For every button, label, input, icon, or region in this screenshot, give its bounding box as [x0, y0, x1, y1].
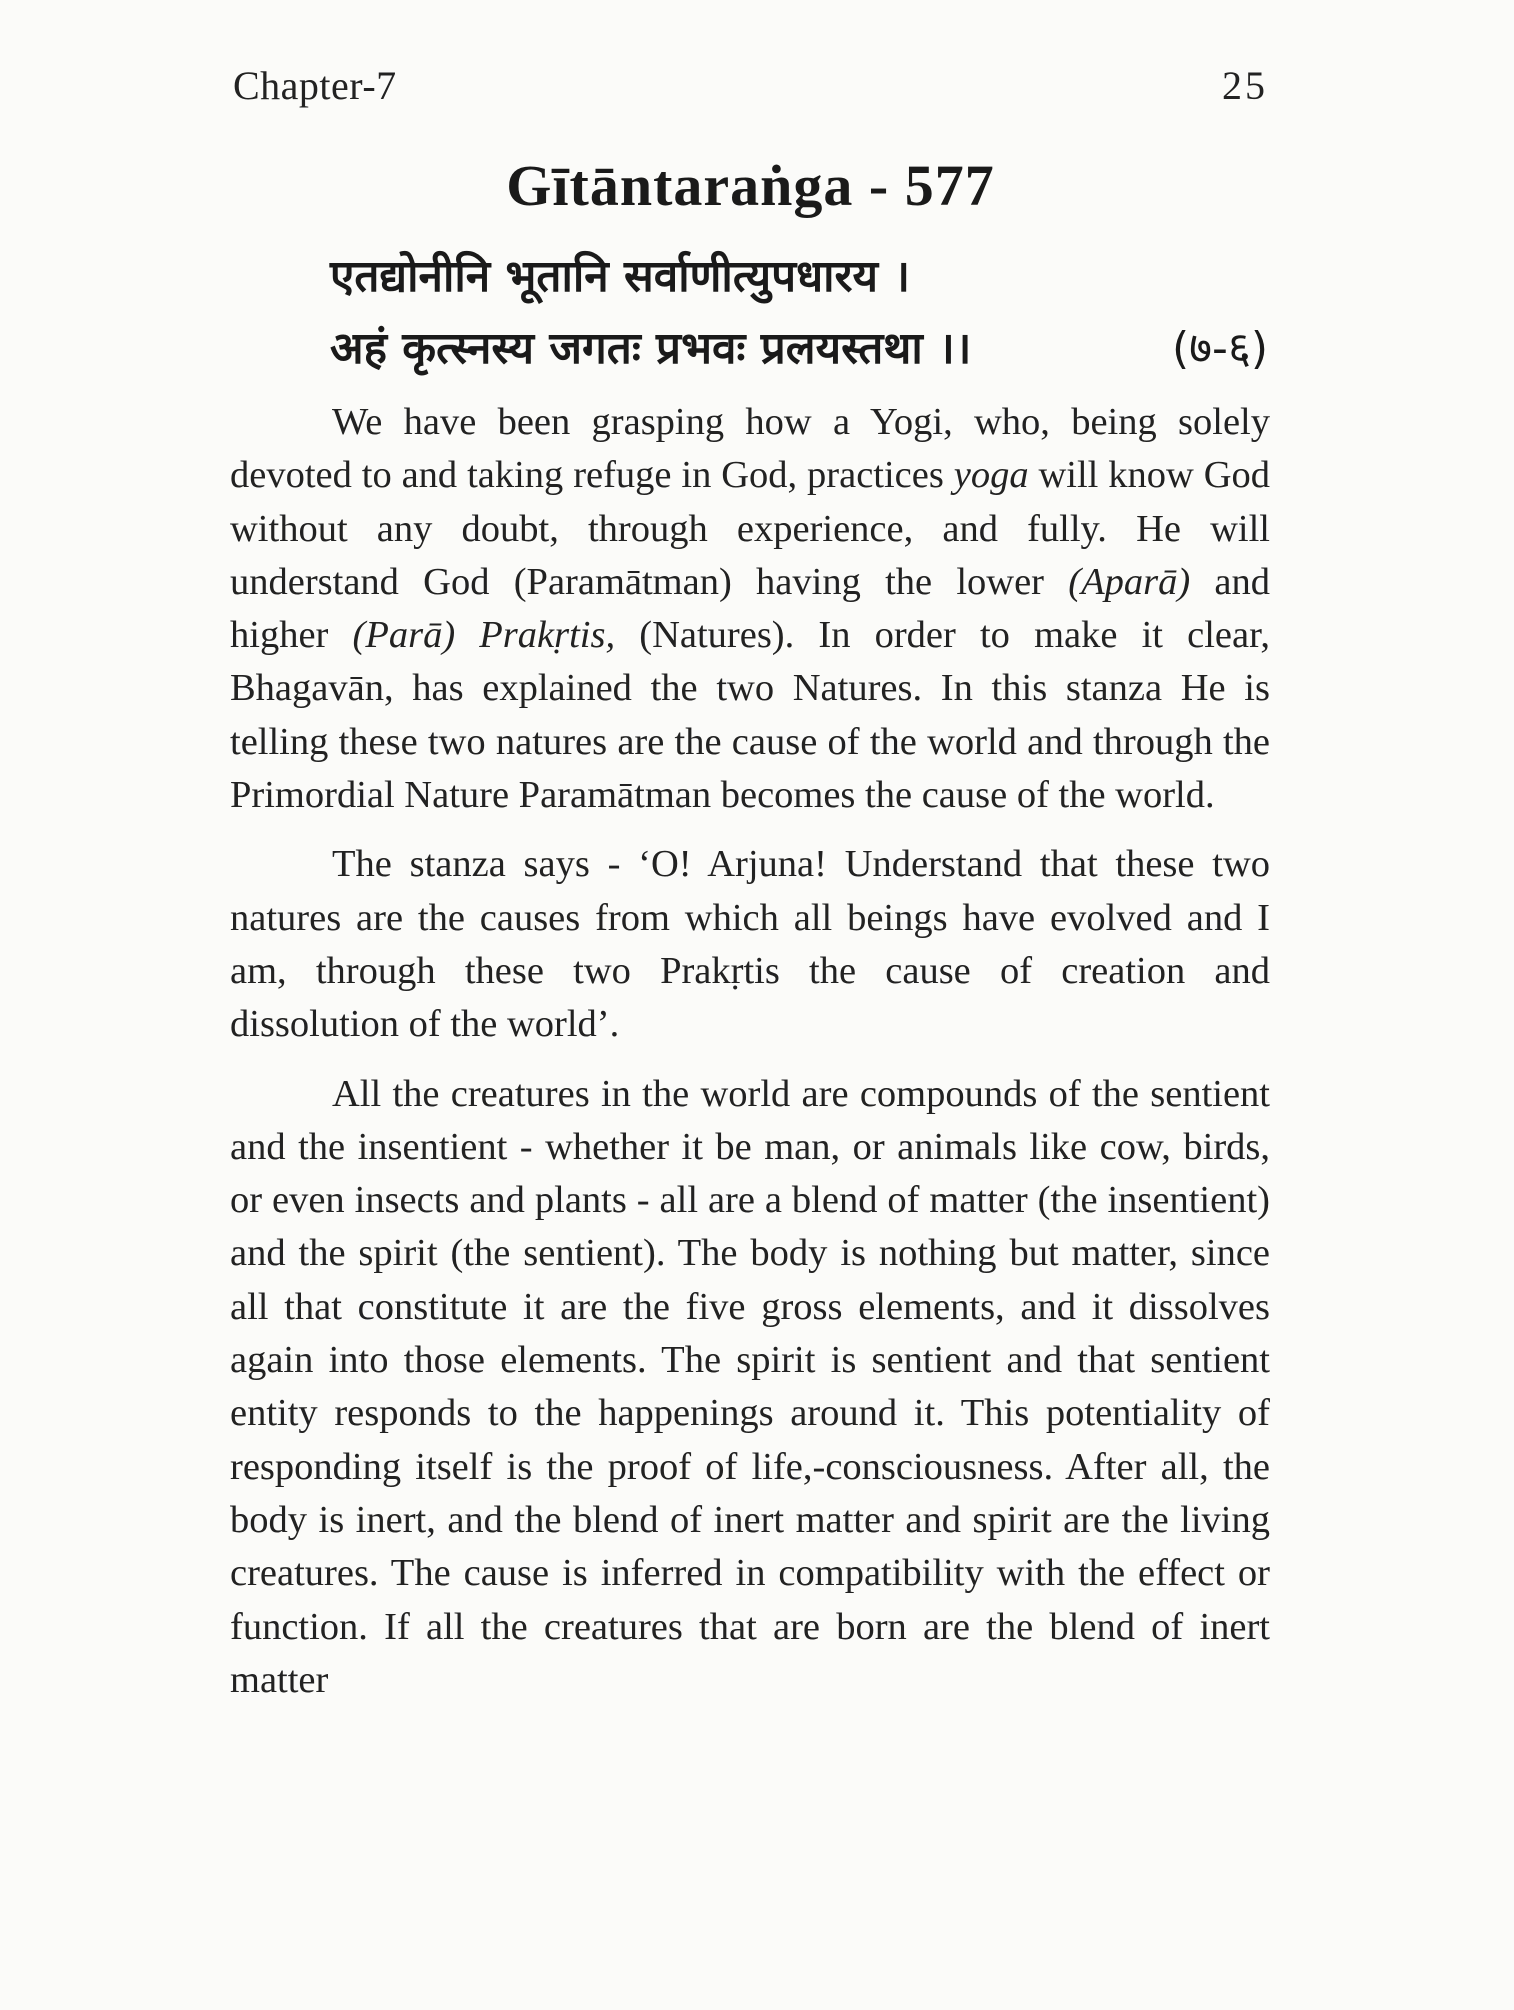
verse-line-1-text: एतद्योनीनि भूतानि सर्वाणीत्युपधारय । [330, 251, 911, 302]
paragraph-1-italic-3: (Parā) Prakṛtis, [352, 614, 616, 657]
sanskrit-verse-line-2 [330, 316, 1268, 376]
body-text [230, 396, 1270, 1707]
page-number: 25 [1222, 63, 1268, 108]
paragraph-2: The stanza says - ‘O! Arjuna! Understand that these two natures are the causes from which all beings have evolved and I am, through these two Prakṛtis the cause of creation and dissolution of the world’. [230, 843, 1270, 1046]
sanskrit-verse-line-1 [330, 244, 1268, 304]
running-head [233, 62, 1268, 112]
paragraph-1 [230, 396, 1270, 822]
verse-line-2-text: अहं कृत्स्नस्य जगतः प्रभवः प्रलयस्तथा ।। [330, 323, 972, 374]
paragraph-1-text-1: We have been grasping how a Yogi, who, being solely devoted to and taking refuge in God, practices [230, 401, 1270, 497]
chapter-label: Chapter-7 [233, 63, 397, 108]
paragraph-1-text-2: will know God without any doubt, through experience, and fully. He will understand God (Paramātman) having the lower [230, 454, 1270, 603]
verse-reference: (७-६) [1172, 323, 1268, 374]
page-title: Gītāntaraṅga - 577 [506, 153, 995, 218]
paragraph-1-italic-1: yoga [953, 454, 1029, 497]
paragraph-1-text-3: and higher [230, 560, 1270, 657]
paragraph-1-italic-2: (Aparā) [1068, 560, 1191, 603]
paragraph-1-text-4: (Natures). In order to make it clear, Bhagavān, has explained the two Natures. In this stanza He is telling these two natures are the cause of the world and through the Primordial Nature Paramātman becomes the cause of the world. [230, 614, 1270, 817]
paragraph-3: All the creatures in the world are compounds of the sentient and the insentient - whether it be man, or animals like cow, birds, or even insects and plants - all are a blend of matter (the insentient) and the spirit (the sentient). The body is nothing but matter, since all that constitute it are the five gross elements, and it dissolves again into those elements. The spirit is sentient and that sentient entity responds to the happenings around it. This potentiality of responding itself is the proof of life,-consciousness. After all, the body is inert, and the blend of inert matter and spirit are the living creatures. The cause is inferred in compatibility with the effect or function. If all the creatures that are born are the blend of inert matter [230, 1072, 1270, 1701]
